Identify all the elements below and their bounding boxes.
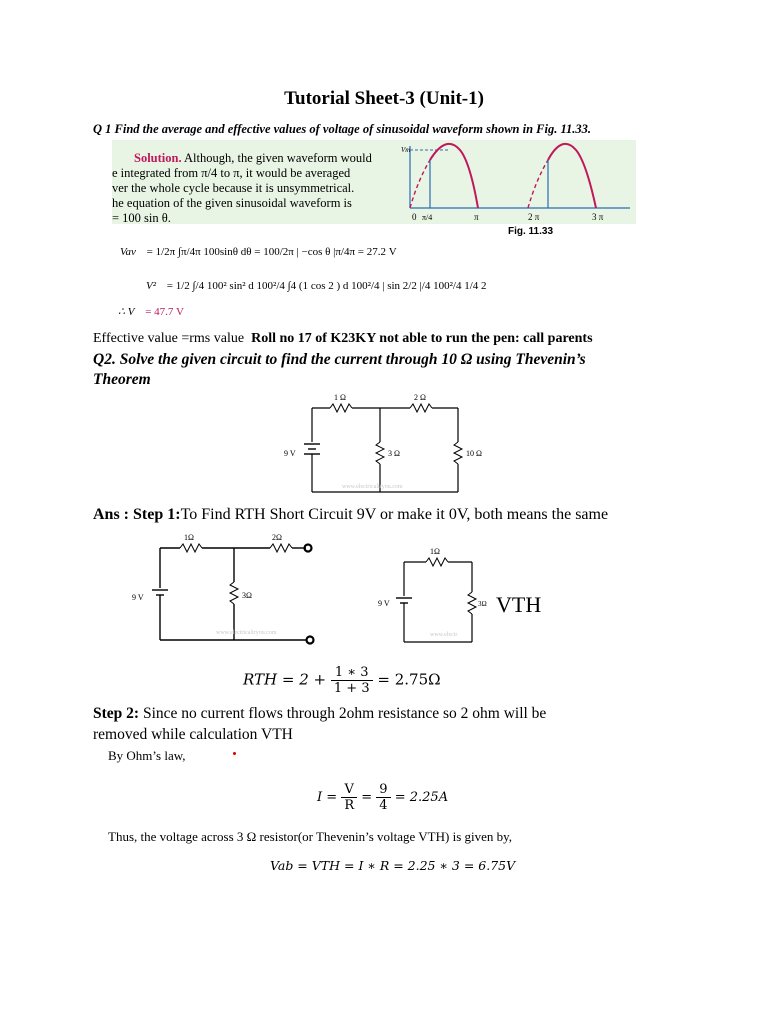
rth-equation: [243, 665, 441, 696]
step-2-label: Step 2:: [93, 705, 140, 722]
rth-numerator: 1 ∗ 3: [331, 665, 373, 681]
label-r2: 2 Ω: [414, 393, 426, 402]
answer-step-1-text: To Find RTH Short Circuit 9V or make it 0V, both means the same: [180, 506, 609, 523]
eq-average-body: = 1/2π ∫π/4π 100sinθ dθ = 100/2π | −cos θ |π/4π: [146, 246, 356, 258]
eq-average-lhs: Vav: [120, 246, 136, 258]
resistor-1ohm: [426, 558, 448, 566]
resistor-2ohm: [270, 544, 292, 552]
vm-label: Vm: [401, 146, 411, 154]
i-f1-den: R: [344, 798, 355, 813]
solution-line: = 100 sin θ.: [112, 211, 171, 225]
q2-circuit: [282, 388, 492, 500]
step-2-line-2: removed while calculation VTH: [93, 726, 293, 743]
question-2: [93, 350, 586, 390]
watermark: www.electr: [430, 632, 458, 638]
terminal-b: [307, 637, 314, 644]
rth-denominator: 1 + 3: [333, 681, 370, 696]
solution-line: ver the whole cycle because it is unsymmetrical.: [112, 181, 355, 195]
roll-note: Roll no 17 of K23KY not able to run the pen: call parents: [251, 331, 593, 346]
solution-line: he equation of the given sinusoidal waveform is: [112, 196, 352, 210]
i-lhs: I =: [317, 790, 338, 805]
question-1: Q 1 Find the average and effective values of voltage of sinusoidal waveform shown in Fig. 11.33.: [93, 122, 592, 136]
solution-label: Solution.: [134, 151, 182, 165]
watermark: www.electricaltryou.com: [216, 630, 277, 636]
i-mid: =: [361, 790, 373, 805]
i-f1-num: V: [341, 782, 357, 798]
label-source: 9 V: [284, 449, 296, 458]
vth-circuit-b: [378, 540, 548, 650]
i-f2-num: 9: [376, 782, 390, 798]
eq-final: [118, 305, 184, 318]
terminal-a: [305, 545, 312, 552]
rth-fraction: [331, 665, 373, 696]
x-label-pi4: π/4: [422, 213, 433, 222]
effective-text: Effective value =rms value: [93, 331, 245, 346]
figure-caption: Fig. 11.33: [508, 226, 554, 237]
vab-equation: Vab = VTH = I ∗ R = 2.25 ∗ 3 = 6.75V: [270, 858, 516, 873]
eq-rms-lhs: V²: [146, 280, 157, 292]
label-r2: 2Ω: [272, 533, 282, 542]
solution-text: [112, 151, 412, 226]
question-2-line: Theorem: [93, 371, 151, 388]
x-label-pi: π: [474, 212, 479, 222]
label-r3: 3Ω: [478, 600, 487, 608]
waveform-half-cycle-2: [548, 144, 596, 208]
eq-final-value: = 47.7 V: [145, 306, 184, 318]
i-fraction-1: [341, 782, 357, 813]
waveform-dash-1: [410, 160, 430, 208]
effective-note: [93, 331, 593, 347]
label-r3: 3Ω: [242, 591, 252, 600]
resistor-3ohm: [468, 592, 476, 614]
i-result: = 2.25A: [394, 790, 449, 805]
eq-average-result: = 27.2 V: [357, 246, 397, 258]
rth-lhs: RTH = 2 +: [243, 670, 327, 689]
vth-handwritten-label: VTH: [496, 592, 542, 617]
eq-rms: [146, 280, 487, 292]
label-r1: 1Ω: [184, 533, 194, 542]
answer-step-1: [93, 506, 608, 524]
step-2: [93, 703, 546, 745]
voltage-source-9v: [396, 598, 412, 603]
i-fraction-2: [376, 782, 390, 813]
watermark: www.electricaltryou.com: [342, 484, 403, 490]
eq-rms-body: = 1/2 ∫/4 100² sin² d 100²/4 ∫4 (1 cos 2 ) d 100²/4 | sin 2/2 |/4 100²/4 1/4 2: [166, 280, 487, 292]
eq-final-lhs: ∴ V: [118, 306, 135, 318]
label-source: 9 V: [378, 599, 390, 608]
rth-result: = 2.75Ω: [377, 670, 441, 689]
i-f2-den: 4: [379, 798, 388, 813]
answer-step-1-label: Ans : Step 1:: [93, 506, 181, 523]
waveform-dash-2: [528, 160, 548, 208]
current-equation: [317, 782, 448, 813]
solution-line: e integrated from π/4 to π, it would be averaged: [112, 166, 351, 180]
label-source: 9 V: [132, 593, 144, 602]
waveform-figure: [400, 140, 636, 226]
thus-text: Thus, the voltage across 3 Ω resistor(or Thevenin’s voltage VTH) is given by,: [108, 829, 513, 844]
eq-average: [120, 246, 397, 258]
red-dot: [233, 752, 236, 755]
waveform-half-cycle-1: [430, 144, 478, 208]
x-label-2pi: 2 π: [528, 212, 540, 222]
resistor-1ohm: [180, 544, 202, 552]
voltage-source-9v: [152, 590, 168, 595]
x-label-0: 0: [412, 212, 417, 222]
page-title: Tutorial Sheet-3 (Unit-1): [284, 88, 484, 109]
rth-circuit-a: [130, 530, 330, 655]
solution-line: Although, the given waveform would: [184, 151, 372, 165]
label-r1: 1 Ω: [334, 393, 346, 402]
label-r3: 3 Ω: [388, 449, 400, 458]
ohms-law-text: By Ohm’s law,: [108, 748, 186, 763]
resistor-3ohm: [230, 582, 238, 604]
question-2-line: Q2. Solve the given circuit to find the current through 10 Ω using Thevenin’s: [93, 351, 586, 368]
label-r4: 10 Ω: [466, 449, 482, 458]
x-label-3pi: 3 π: [592, 212, 604, 222]
step-2-line-1: Since no current flows through 2ohm resistance so 2 ohm will be: [142, 705, 547, 722]
label-r1: 1Ω: [430, 547, 440, 556]
